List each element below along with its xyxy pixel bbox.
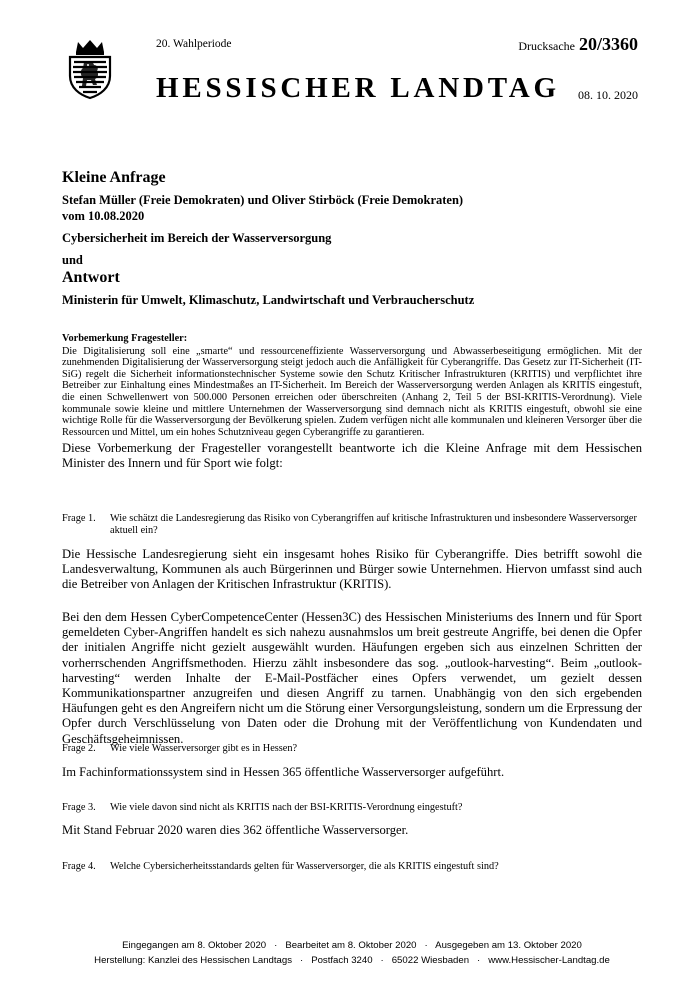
frage-question: Wie viele davon sind nicht als KRITIS nach der BSI-KRITIS-Verordnung eingestuft? bbox=[110, 802, 463, 813]
footer-dates: Eingegangen am 8. Oktober 2020 · Bearbeitet am 8. Oktober 2020 · Ausgegeben am 13. Oktober 2020 bbox=[122, 940, 582, 951]
vorbemerkung-title: Vorbemerkung Fragesteller: bbox=[62, 333, 188, 344]
intro-paragraph: Diese Vorbemerkung der Fragesteller vorangestellt beantworte ich die Kleine Anfrage mit dem Hessischen Minister des Innern und für Sport wie folgt: bbox=[62, 441, 642, 471]
frage-label: Frage 3. bbox=[62, 802, 96, 813]
ministerin: Ministerin für Umwelt, Klimaschutz, Landwirtschaft und Verbraucherschutz bbox=[62, 293, 475, 307]
frage-1 bbox=[62, 513, 642, 537]
frage-question: Wie schätzt die Landesregierung das Risiko von Cyberangriffen auf kritische Infrastrukturen und insbesondere Wasserversorger aktuell ein? bbox=[110, 513, 637, 536]
parliament-title: HESSISCHER LANDTAG bbox=[156, 72, 560, 104]
drucksache-value: 20/3360 bbox=[578, 34, 638, 54]
wahlperiode: 20. Wahlperiode bbox=[156, 38, 232, 50]
frage-label: Frage 1. bbox=[62, 513, 96, 524]
hessen-lion-crest-icon bbox=[62, 38, 118, 100]
answer-1-paragraph-1: Die Hessische Landesregierung sieht ein insgesamt hohes Risiko für Cyberangriffe. Dies betrifft sowohl die Landesverwaltung, Kommunen als auch Bürgerinnen und Bürger sowie Unternehmen. Hiervon umfasst sind auch die Betreiber von Anlagen der Kritischen Infrastruktur (KRITIS). bbox=[62, 547, 642, 592]
document-date: 08. 10. 2020 bbox=[578, 88, 638, 102]
vorbemerkung bbox=[62, 333, 642, 438]
frage-label: Frage 2. bbox=[62, 743, 96, 754]
frage-question: Welche Cybersicherheitsstandards gelten für Wasserversorger, die als KRITIS eingestuft sind? bbox=[110, 861, 499, 872]
vorbemerkung-text: Die Digitalisierung soll eine „smarte“ und ressourceneffiziente Wasserversorgung und Abwasserbeseitigung ermöglichen. Mit der zunehmenden Digitalisierung der Wasserversorgung steigt jedoch auch die Anfälligkeit für Cyberangriffe. Das Gesetz zur IT-Sicherheit (IT-SiG) regelt die Sicherheit informationstechnischer Systeme sowie den Schutz Kritischer Infrastrukturen (KRITIS) und verpflichtet ihre Betreiber zur Einhaltung eines Mindestmaßes an IT-Sicherheit. Im Bereich der Wasserversorgung werden Anlagen als KRITIS eingestuft, die einen Schwellenwert von 500.000 Personen erreichen oder überschreiten (Anhang 2, Teil 5 der BSI-KRITIS-Verordnung). Viele kommunale sowie kleine und mittlere Unternehmen der Wasserversorgung sind demnach nicht als KRITIS eingestuft, obwohl sie eine wichtige Rolle für die Wasserversorgung der Bevölkerung spielen. Zudem verfügen nicht alle kommunalen und kleineren Versorger über die Ressourcen und Mittel, um ein hohes Schutzniveau gegen Cyberangriffe zu garantieren. bbox=[62, 345, 642, 438]
document-heading bbox=[62, 168, 642, 308]
answer-1-paragraph-2: Bei den dem Hessen CyberCompetenceCenter (Hessen3C) des Hessischen Ministeriums des Innern und für Sport gemeldeten Cyber-Angriffen handelt es sich nahezu ausnahmslos um breit gestreute Angriffe, bei denen die Opfer der initialen Angriffe nicht gezielt ausgewählt wurden. Häufungen ergeben sich aus einzelnen Schritten der vorherrschenden Angriffsmethoden. Hierzu zählt insbesondere das sog. „outlook-harvesting“. Beim „outlook-harvesting“ werden Inhalte der E-Mail-Postfächer eines Opfers verwendet, um gezielt dessen Kommunikationspartner anzugreifen und diesen Angriff zu tarnen. Unabhängig von den sich ergebenden Häufungen geht es den Angreifern nicht um die Störung einer Versorgungsleistung, sondern um die Erpressung der Opfer durch Verschlüsselung von Daten oder die Drohung mit der Veröffentlichung von Kundendaten und Geschäftsgeheimnissen. bbox=[62, 610, 642, 746]
frage-3 bbox=[62, 802, 642, 814]
subject: Cybersicherheit im Bereich der Wasserversorgung bbox=[62, 231, 332, 245]
answer-2: Im Fachinformationssystem sind in Hessen 365 öffentliche Wasserversorger aufgeführt. bbox=[62, 765, 505, 779]
antwort-title: Antwort bbox=[62, 269, 120, 286]
drucksache-label: Drucksache bbox=[518, 39, 575, 53]
authors: Stefan Müller (Freie Demokraten) und Oliver Stirböck (Freie Demokraten) bbox=[62, 193, 464, 207]
frage-question: Wie viele Wasserversorger gibt es in Hessen? bbox=[110, 743, 298, 754]
footer-publisher: Herstellung: Kanzlei des Hessischen Landtags · Postfach 3240 · 65022 Wiesbaden · www.Hessischer-Landtag.de bbox=[94, 955, 610, 966]
frage-label: Frage 4. bbox=[62, 861, 96, 872]
frage-2 bbox=[62, 743, 642, 755]
frage-4 bbox=[62, 861, 642, 873]
anfrage-date: vom 10.08.2020 bbox=[62, 209, 145, 223]
answer-3: Mit Stand Februar 2020 waren dies 362 öffentliche Wasserversorger. bbox=[62, 823, 409, 837]
drucksache-number bbox=[518, 34, 638, 55]
kleine-anfrage-title: Kleine Anfrage bbox=[62, 169, 166, 186]
und-connector: und bbox=[62, 253, 83, 267]
